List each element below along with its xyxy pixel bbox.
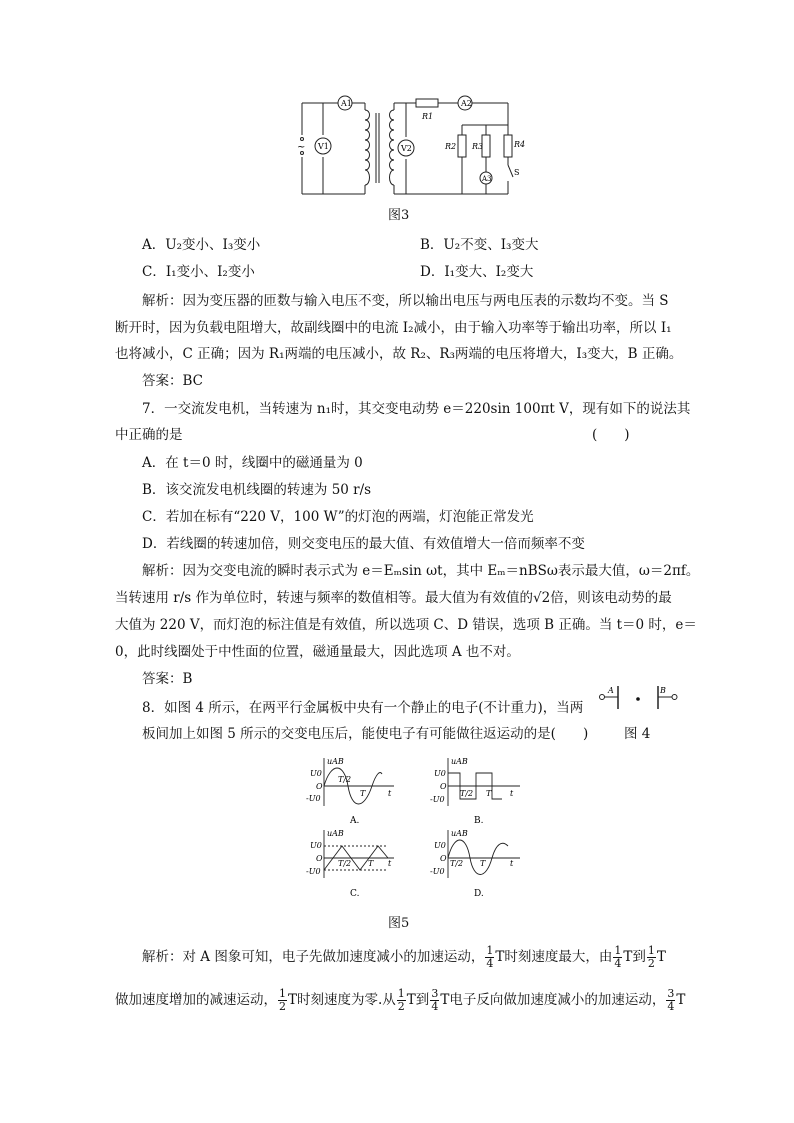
r2-label: R2	[445, 142, 457, 151]
graph-d-neg-u0: -U0	[430, 867, 445, 876]
fraction-1-4: $\frac{1}{4}$	[614, 944, 622, 970]
q7-explanation-line4: 0，此时线圈处于中性面的位置，磁通量最大，因此选项 A 也不对。	[115, 644, 520, 660]
graph-d-t-axis: t	[510, 859, 514, 868]
graph-b-t-axis: t	[510, 789, 514, 798]
graph-a-half-period: T/2	[338, 775, 352, 784]
q8-exp2-part4: T电子反向做加速度减小的加速运动，	[440, 992, 666, 1008]
graph-b-half-period: T/2	[460, 789, 474, 798]
r1-label: R1	[422, 112, 434, 121]
graph-d-period: T	[480, 859, 486, 868]
q6-option-d: D．I₁变大、I₂变大	[420, 264, 534, 280]
voltmeter-v2-label: V2	[401, 144, 412, 153]
q8-exp2-part2: T时刻速度为零.从	[288, 992, 396, 1008]
q6-option-a: A．U₂变小、I₃变小	[142, 237, 261, 253]
graph-c-neg-u0: -U0	[306, 867, 321, 876]
q8-stem-line1: 8．如图 4 所示，在两平行金属板中央有一个静止的电子(不计重力)，当两	[142, 700, 584, 716]
graph-b-caption: B.	[474, 816, 484, 826]
ac-source-symbol: ~	[297, 142, 306, 153]
graph-b-u0: U0	[434, 769, 446, 778]
fraction-3-4: $\frac{3}{4}$	[431, 987, 439, 1013]
q7-stem-line1: 7．一交流发电机，当转速为 n₁时，其交变电动势 e＝220sin 100πt V，现有如下的说法其	[142, 401, 691, 417]
graph-c-t-axis: t	[388, 859, 392, 868]
figure5-graphs	[296, 756, 536, 906]
q8-exp2-part1: 做加速度增加的减速运动，	[115, 992, 277, 1008]
q7-answer: 答案：B	[142, 671, 193, 687]
plate-a-label: A	[608, 686, 614, 695]
plate-b-label: B	[660, 686, 666, 695]
q7-explanation-line2: 当转速用 r/s 作为单位时，转速与频率的数值相等。最大值为有效值的√2倍，则该电动势的最	[115, 590, 672, 606]
graph-d-caption: D.	[474, 889, 484, 899]
graph-b-origin: O	[440, 782, 447, 791]
q6-explanation-line3: 也将减小，C 正确；因为 R₁两端的电压减小，故 R₂、R₃两端的电压将增大，I₃变大，B 正确。	[115, 346, 683, 362]
fraction-1-2: $\frac{1}{2}$	[279, 987, 286, 1013]
ammeter-a2-label: A2	[461, 99, 472, 108]
figure4-plates	[596, 683, 686, 713]
graph-b-ylabel: uAB	[451, 757, 468, 766]
q7-stem-line2: 中正确的是	[115, 427, 183, 443]
figure5-caption: 图5	[388, 916, 410, 931]
q8-exp2-part5: T	[676, 992, 686, 1008]
graph-b-period: T	[486, 789, 492, 798]
graph-a-t-axis: t	[388, 789, 392, 798]
q6-explanation-line2: 断开时，因为负载电阻增大，故副线圈中的电流 I₂减小，由于输入功率等于输出功率，所以 I₁	[115, 320, 672, 336]
q6-answer: 答案：BC	[142, 373, 204, 389]
graph-c-period: T	[368, 859, 374, 868]
graph-a-period: T	[360, 789, 366, 798]
switch-s-label: S	[514, 168, 520, 177]
q8-exp1-part3: T到	[623, 949, 646, 965]
q7-option-d: D．若线圈的转速加倍，则交变电压的最大值、有效值增大一倍而频率不变	[142, 536, 585, 552]
q8-stem-line2: 板间加上如图 5 所示的交变电压后，能使电子有可能做往返运动的是( )	[142, 726, 589, 742]
voltmeter-v1-label: V1	[318, 142, 329, 151]
graph-d-origin: O	[440, 854, 447, 863]
graph-c-origin: O	[316, 854, 323, 863]
q8-explanation-line1	[142, 944, 666, 970]
figure4-caption: 图 4	[624, 726, 651, 742]
graph-d-ylabel: uAB	[451, 829, 468, 838]
graph-c-ylabel: uAB	[327, 829, 344, 838]
q8-exp2-part3: T到	[406, 992, 430, 1008]
q6-option-b: B．U₂不变、I₃变大	[420, 237, 539, 253]
q7-explanation-line1: 解析：因为交变电流的瞬时表示式为 e＝Eₘsin ωt，其中 Eₘ＝nBSω表示最大值，ω＝2πf。	[142, 563, 700, 579]
q7-option-b: B．该交流发电机线圈的转速为 50 r/s	[142, 482, 372, 498]
ammeter-a1-label: A1	[341, 99, 352, 108]
q8-exp1-part1: 解析：对 A 图象可知，电子先做加速度减小的加速运动，	[142, 949, 485, 965]
q7-explanation-line3: 大值为 220 V，而灯泡的标注值是有效值，所以选项 C、D 错误，选项 B 正确。当 t＝0 时，e＝	[115, 617, 697, 633]
q6-option-c: C．I₁变小、I₂变小	[142, 264, 255, 280]
graph-c-half-period: T/2	[338, 859, 352, 868]
graph-b-neg-u0: -U0	[430, 795, 445, 804]
figure3-circuit	[290, 95, 540, 200]
q8-exp1-part4: T	[656, 949, 666, 965]
q8-explanation-line2	[115, 987, 685, 1013]
q8-exp1-part2: T时刻速度最大，由	[495, 949, 613, 965]
q7-answer-paren: ( )	[592, 427, 630, 443]
r4-label: R4	[514, 140, 526, 149]
ammeter-a3-label: A3	[482, 175, 492, 183]
graph-d-half-period: T/2	[450, 859, 464, 868]
q7-option-a: A．在 t＝0 时，线圈中的磁通量为 0	[142, 455, 363, 471]
fraction-3-4: $\frac{3}{4}$	[667, 987, 675, 1013]
r3-label: R3	[472, 142, 484, 151]
figure3-caption: 图3	[388, 208, 410, 223]
graph-c-caption: C.	[350, 889, 360, 899]
graph-a-neg-u0: -U0	[306, 794, 321, 803]
q7-option-c: C．若加在标有“220 V，100 W”的灯泡的两端，灯泡能正常发光	[142, 509, 534, 525]
graph-c-u0: U0	[310, 841, 322, 850]
fraction-1-2: $\frac{1}{2}$	[397, 987, 405, 1013]
graph-d-u0: U0	[434, 841, 446, 850]
graph-a-u0: U0	[310, 769, 322, 778]
q6-explanation-line1: 解析：因为变压器的匝数与输入电压不变，所以输出电压与两电压表的示数均不变。当 S	[142, 293, 669, 309]
graph-a-origin: O	[316, 782, 323, 791]
fraction-1-2: $\frac{1}{2}$	[647, 944, 655, 970]
graph-a-caption: A.	[350, 816, 360, 826]
graph-a-ylabel: uAB	[327, 757, 344, 766]
electron-dot	[636, 697, 640, 701]
fraction-1-4: $\frac{1}{4}$	[486, 944, 494, 970]
